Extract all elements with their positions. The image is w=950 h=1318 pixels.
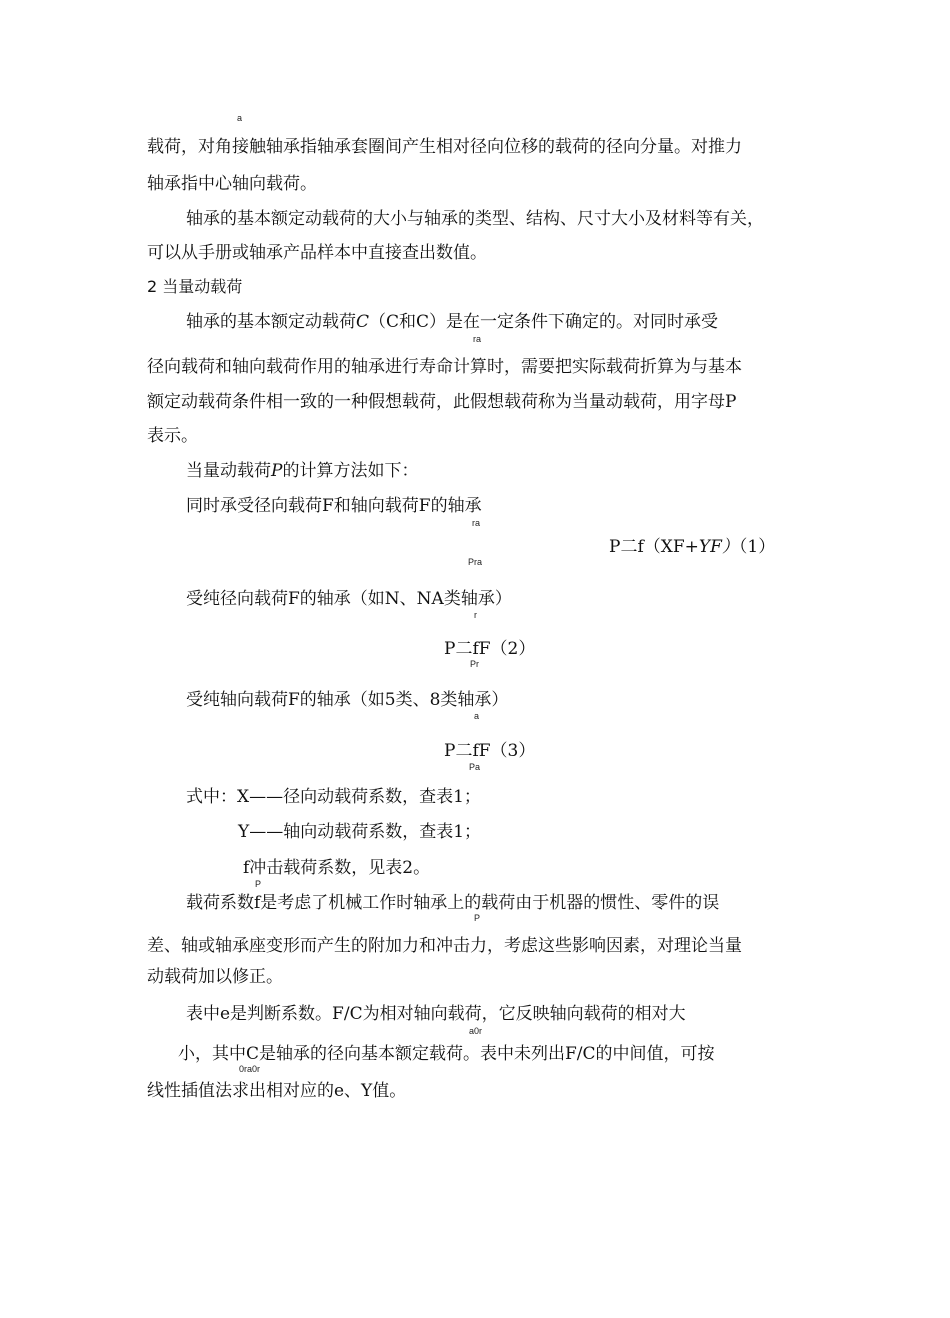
symbol-c: C — [356, 312, 370, 332]
paragraph-5-line-1: 载荷系数f是考虑了机械工作时轴承上的载荷由于机器的惯性、零件的误 — [186, 893, 720, 913]
paragraph-6-line-1: 表中e是判断系数。F/C为相对轴向载荷，它反映轴向载荷的相对大 — [186, 1004, 686, 1024]
formula-1-pre: P二f（XF+ — [609, 537, 699, 557]
paragraph-6-line-3: 线性插值法求出相对应的e、Y值。 — [147, 1081, 407, 1101]
paragraph-6-subscript-1: a0r — [469, 1026, 483, 1036]
paragraph-6-line-2: 小，其中C是轴承的径向基本额定载荷。表中未列出F/C的中间值，可按 — [178, 1044, 715, 1064]
paragraph-6-subscript-2: 0ra0r — [239, 1064, 261, 1074]
p4-text-post: 的计算方法如下： — [282, 461, 419, 481]
section-heading: 2 当量动载荷 — [147, 277, 243, 296]
paragraph-2-line-1: 轴承的基本额定动载荷的大小与轴承的类型、结构、尺寸大小及材料等有关， — [186, 209, 764, 229]
p3-text-post: （C和C）是在一定条件下确定的。对同时承受 — [369, 312, 719, 332]
paragraph-5-subscript: P — [474, 913, 481, 923]
formula-2: P二fF（2） — [444, 639, 536, 659]
paragraph-5-line-3: 动载荷加以修正。 — [147, 967, 283, 987]
formula-1-number: （1） — [738, 537, 776, 557]
paragraph-3-line-2: 径向载荷和轴向载荷作用的轴承进行寿命计算时，需要把实际载荷折算为与基本 — [147, 357, 742, 377]
paragraph-1-line-1: 载荷，对角接触轴承指轴承套圈间产生相对径向位移的载荷的径向分量。对推力 — [147, 137, 742, 157]
definition-f-subscript: P — [255, 879, 262, 889]
paragraph-3-line-1 — [186, 311, 718, 333]
case-2-subscript: r — [474, 610, 477, 620]
definition-y: Y——轴向动载荷系数，查表1； — [238, 822, 482, 842]
case-3-subscript: a — [474, 711, 480, 721]
definition-f: f冲击载荷系数，见表2。 — [243, 858, 431, 878]
p4-text-pre: 当量动载荷 — [186, 461, 271, 481]
subscript-a: a — [237, 113, 243, 123]
formula-3-subscript: Pa — [469, 762, 481, 772]
formula-2-subscript: Pr — [470, 659, 479, 669]
formula-3: P二fF（3） — [444, 741, 536, 761]
p3-text-pre: 轴承的基本额定动载荷 — [186, 312, 356, 332]
case-1-text: 同时承受径向载荷F和轴向载荷F的轴承 — [186, 496, 482, 516]
formula-1-italic: YF） — [698, 537, 739, 557]
case-1-subscript: ra — [472, 518, 481, 528]
case-2-text: 受纯径向载荷F的轴承（如N、NA类轴承） — [186, 589, 512, 609]
paragraph-2-line-2: 可以从手册或轴承产品样本中直接查出数值。 — [147, 243, 487, 263]
subscript-ra: ra — [473, 334, 482, 344]
formula-1 — [609, 536, 775, 558]
case-3-text: 受纯轴向载荷F的轴承（如5类、8类轴承） — [186, 690, 509, 710]
definition-x: 式中：X——径向动载荷系数，查表1； — [186, 787, 481, 807]
paragraph-3-line-3: 额定动载荷条件相一致的一种假想载荷，此假想载荷称为当量动载荷，用字母P — [147, 392, 737, 412]
symbol-p: P — [271, 461, 283, 481]
paragraph-5-line-2: 差、轴或轴承座变形而产生的附加力和冲击力，考虑这些影响因素，对理论当量 — [147, 936, 742, 956]
paragraph-4 — [186, 460, 418, 482]
paragraph-3-line-4: 表示。 — [147, 426, 198, 446]
paragraph-1-line-2: 轴承指中心轴向载荷。 — [147, 174, 317, 194]
formula-1-subscript: Pra — [468, 557, 483, 567]
